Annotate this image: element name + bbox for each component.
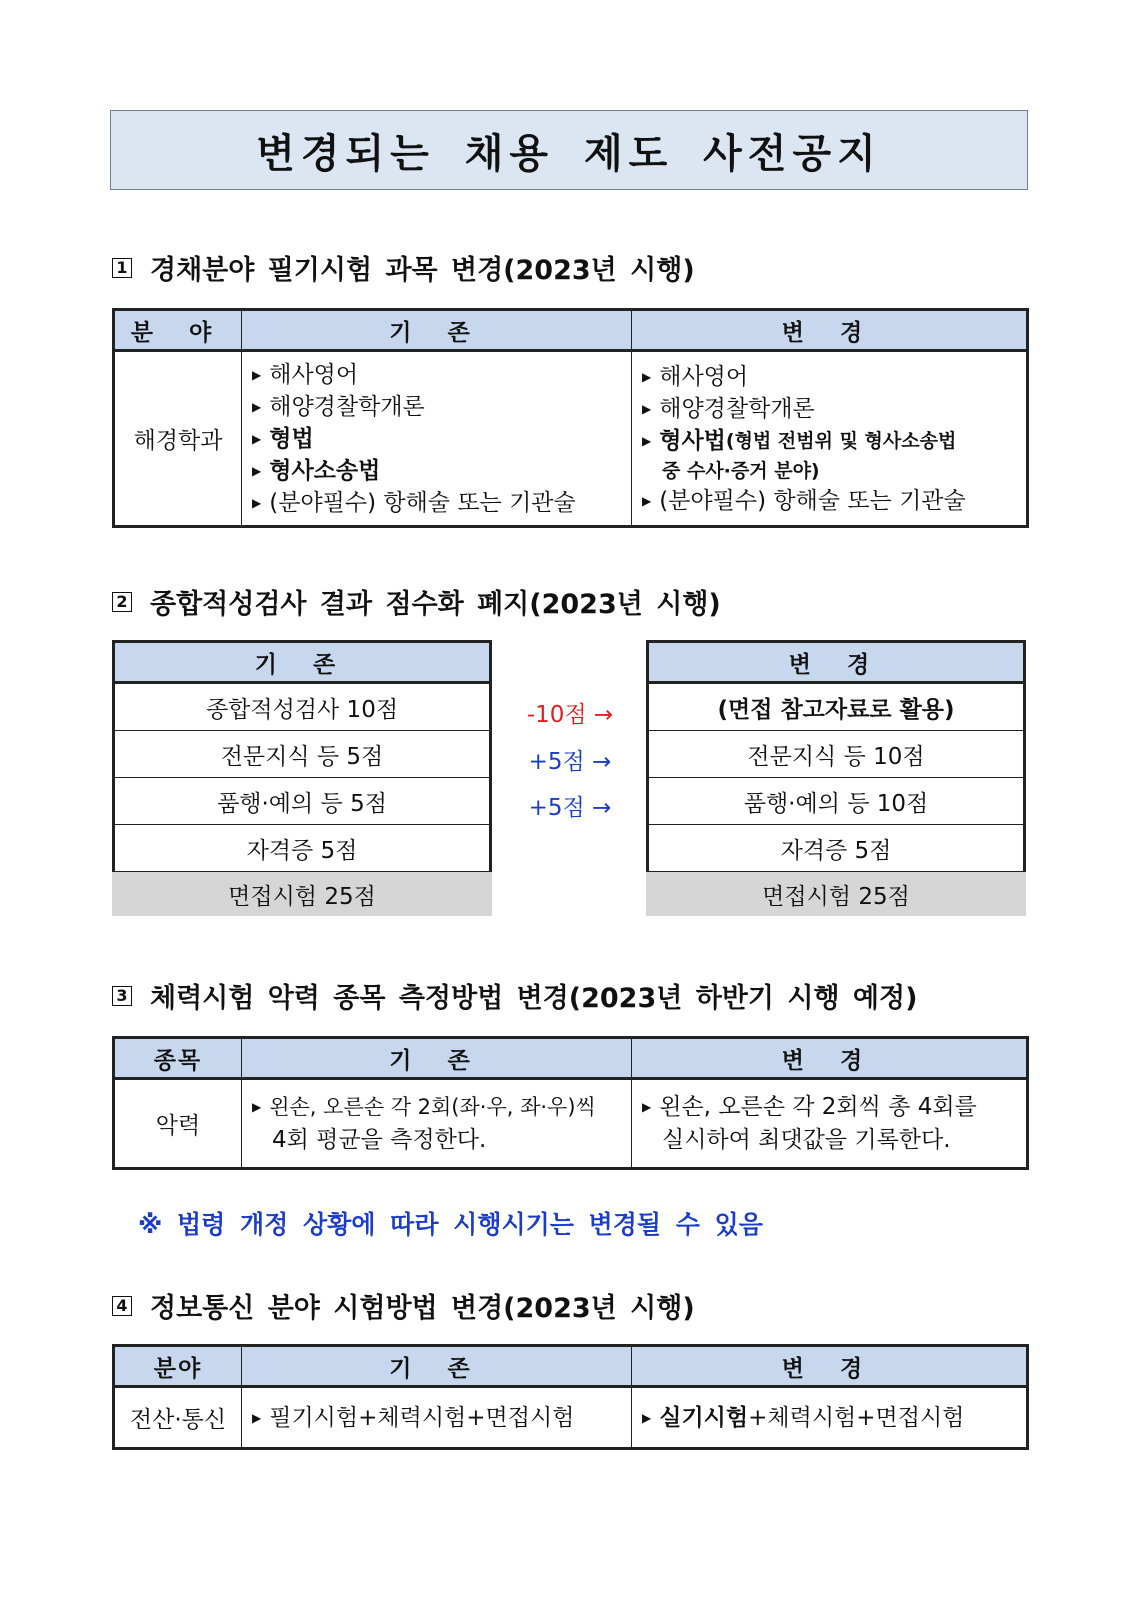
section2-before-header: 기 존 [114, 642, 491, 683]
section2-before-table [112, 640, 492, 874]
bullet-triangle-icon: ▶ [642, 1410, 652, 1425]
section4-header-before: 기 존 [242, 1346, 632, 1387]
section1-before-list [242, 351, 632, 527]
section4-row-label: 전산·통신 [114, 1387, 242, 1449]
change-minus-10: -10점 → [526, 702, 614, 728]
section1-number: 1 [112, 258, 132, 278]
table-row: (면접 참고자료로 활용) [648, 683, 1025, 731]
section2-interview-before: 면접시험 25점 [112, 872, 492, 916]
section3-table [112, 1036, 1029, 1170]
bullet-triangle-icon: ▶ [642, 1099, 652, 1114]
section2-heading-text: 종합적성검사 결과 점수화 폐지(2023년 시행) [150, 589, 721, 620]
bullet-triangle-icon: ▶ [252, 463, 262, 478]
list-item: ▶ 해양경찰학개론 [252, 391, 623, 423]
section1-header-field: 분 야 [114, 310, 242, 351]
section4-before-cell [242, 1387, 632, 1449]
list-item: ▶ 왼손, 오른손 각 2회(좌·우, 좌·우)씩 [252, 1091, 623, 1123]
section4-number: 4 [112, 1296, 132, 1316]
table-row: 전문지식 등 10점 [648, 731, 1025, 778]
section3-header-before: 기 존 [242, 1038, 632, 1079]
title-box [110, 110, 1028, 190]
table-row: 종합적성검사 10점 [114, 683, 491, 731]
list-item: ▶ 형사소송법 [252, 455, 623, 487]
section4-after-cell [632, 1387, 1028, 1449]
section2-interview-after: 면접시험 25점 [646, 872, 1026, 916]
section3-after-cell [632, 1079, 1028, 1169]
list-item: ▶ 필기시험+체력시험+면접시험 [252, 1402, 623, 1434]
bullet-triangle-icon: ▶ [252, 1410, 262, 1425]
section3-header-after: 변 경 [632, 1038, 1028, 1079]
bullet-triangle-icon: ▶ [252, 399, 262, 414]
section2-heading [112, 582, 721, 621]
section1-heading-text: 경채분야 필기시험 과목 변경(2023년 시행) [150, 255, 695, 286]
bullet-triangle-icon: ▶ [252, 367, 262, 382]
notice-text: ※ 법령 개정 상황에 따라 시행시기는 변경될 수 있음 [138, 1210, 763, 1239]
list-item: ▶ 해사영어 [642, 361, 1018, 393]
table-row: 전문지식 등 5점 [114, 731, 491, 778]
list-item: ▶ (분야필수) 항해술 또는 기관술 [252, 487, 623, 519]
section4-heading-text: 정보통신 분야 시험방법 변경(2023년 시행) [150, 1293, 695, 1324]
section4-heading [112, 1286, 695, 1325]
section3-number: 3 [112, 986, 132, 1006]
list-item: ▶ (분야필수) 항해술 또는 기관술 [642, 485, 1018, 517]
table-row: 품행·예의 등 5점 [114, 778, 491, 825]
section3-heading-text: 체력시험 악력 종목 측정방법 변경(2023년 하반기 시행 예정) [150, 983, 918, 1014]
list-item-continuation: 4회 평균을 측정한다. [272, 1126, 487, 1153]
section4-table [112, 1344, 1029, 1450]
bullet-triangle-icon: ▶ [642, 433, 652, 448]
section3-header-item: 종목 [114, 1038, 242, 1079]
section4-header-field: 분야 [114, 1346, 242, 1387]
change-plus-5: +5점 → [528, 795, 612, 821]
list-item: ▶ 왼손, 오른손 각 2회씩 총 4회를 [642, 1091, 1018, 1123]
section1-header-before: 기 존 [242, 310, 632, 351]
bullet-triangle-icon: ▶ [252, 1099, 262, 1114]
bullet-triangle-icon: ▶ [252, 431, 262, 446]
list-item-continuation: 중 수사·증거 분야) [662, 459, 820, 482]
section3-heading [112, 976, 917, 1015]
table-row: 품행·예의 등 10점 [648, 778, 1025, 825]
change-plus-5: +5점 → [528, 749, 612, 775]
table-row: 자격증 5점 [114, 825, 491, 873]
page-title: 변경되는 채용 제도 사전공지 [256, 130, 882, 177]
section3-row-label: 악력 [114, 1079, 242, 1169]
list-item: ▶ 형사법 (형법 전범위 및 형사소송법 [642, 425, 1018, 457]
list-item: ▶ 실기시험 +체력시험+면접시험 [642, 1402, 1018, 1434]
section4-header-after: 변 경 [632, 1346, 1028, 1387]
section2-after-header: 변 경 [648, 642, 1025, 683]
bullet-triangle-icon: ▶ [642, 493, 652, 508]
list-item: ▶ 해사영어 [252, 359, 623, 391]
bullet-triangle-icon: ▶ [642, 369, 652, 384]
table-row: 자격증 5점 [648, 825, 1025, 873]
section1-table [112, 308, 1029, 528]
section2-number: 2 [112, 592, 132, 612]
bullet-triangle-icon: ▶ [252, 495, 262, 510]
section1-header-after: 변 경 [632, 310, 1028, 351]
section2-after-table [646, 640, 1026, 874]
section1-after-list [632, 351, 1028, 527]
section1-heading [112, 248, 695, 287]
section3-before-cell [242, 1079, 632, 1169]
list-item: ▶ 해양경찰학개론 [642, 393, 1018, 425]
bullet-triangle-icon: ▶ [642, 401, 652, 416]
section1-row-label: 해경학과 [114, 351, 242, 527]
list-item: ▶ 형법 [252, 423, 623, 455]
list-item-continuation: 실시하여 최댓값을 기록한다. [662, 1126, 951, 1153]
